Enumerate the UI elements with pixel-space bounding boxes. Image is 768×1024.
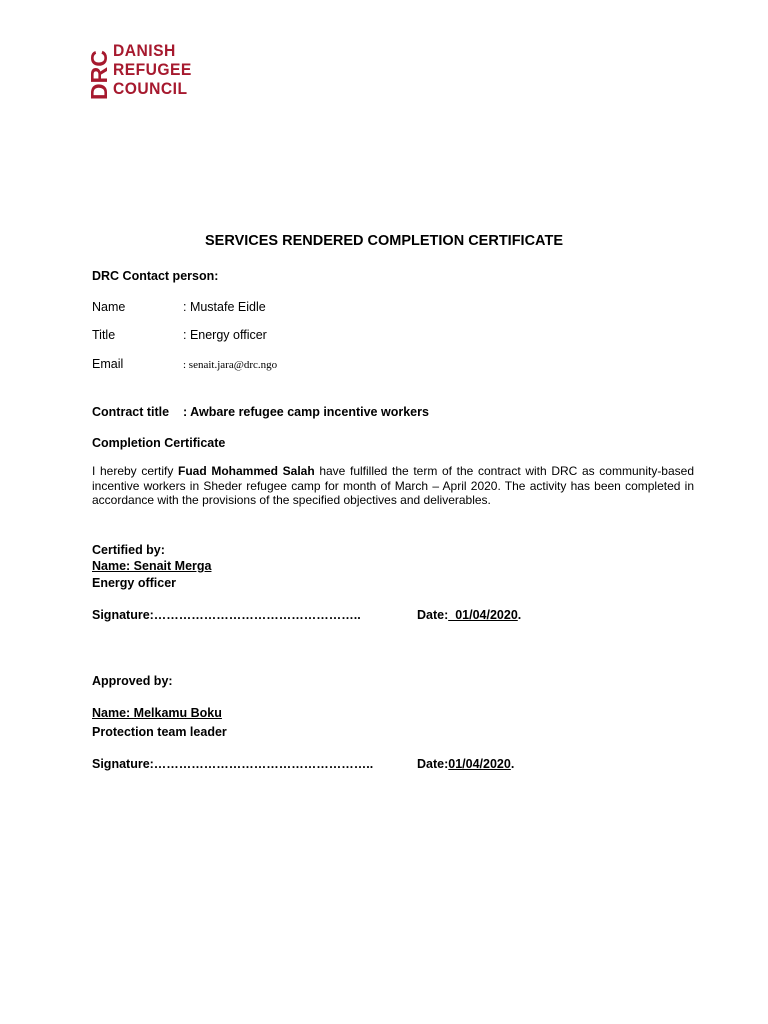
certified-role: Energy officer bbox=[92, 576, 177, 590]
approved-date-label: Date: bbox=[417, 757, 449, 771]
contact-name-value: : Mustafe Eidle bbox=[183, 300, 266, 314]
certified-date-label: Date: bbox=[417, 608, 449, 622]
document-title: SERVICES RENDERED COMPLETION CERTIFICATE bbox=[205, 233, 563, 249]
certified-signature-line: Signature:………………………………………….. bbox=[92, 608, 361, 622]
approved-role: Protection team leader bbox=[92, 725, 227, 739]
contract-title-value: : Awbare refugee camp incentive workers bbox=[183, 405, 429, 419]
approved-signature-line: Signature:…………………………………………….. bbox=[92, 757, 374, 771]
completion-text-after: have fulfilled the term of the contract with DRC as community-based incentive workers in Sheder refugee camp for month of March – April 2020. The activity has been completed in accordance with the provisions of the specified objectives and deliverables. bbox=[92, 464, 695, 507]
logo-line-refugee: REFUGEE bbox=[113, 60, 192, 79]
approved-heading: Approved by: bbox=[92, 674, 173, 688]
completion-text-before: I hereby certify bbox=[92, 464, 178, 478]
contact-title-label: Title bbox=[92, 328, 116, 342]
completion-paragraph bbox=[92, 464, 694, 508]
drc-vertical-letters bbox=[86, 42, 112, 100]
certified-heading: Certified by: bbox=[92, 543, 165, 557]
contact-title-value: : Energy officer bbox=[183, 328, 267, 342]
approved-date-end: . bbox=[510, 757, 515, 771]
approved-date bbox=[417, 757, 514, 771]
certified-person-name: Fuad Mohammed Salah bbox=[178, 464, 315, 478]
approved-name: Name: Melkamu Boku bbox=[92, 706, 222, 720]
certified-date bbox=[417, 608, 521, 622]
certified-date-end: . bbox=[517, 608, 522, 622]
approved-date-value: 01/04/2020 bbox=[448, 757, 511, 771]
contact-email-value: : senait.jara@drc.ngo bbox=[183, 359, 278, 371]
svg-text:DRC: DRC bbox=[86, 50, 112, 100]
drc-logo bbox=[86, 41, 199, 102]
contract-title-label: Contract title bbox=[92, 405, 170, 419]
logo-line-danish: DANISH bbox=[113, 41, 176, 60]
completion-heading: Completion Certificate bbox=[92, 436, 226, 450]
contact-heading: DRC Contact person: bbox=[92, 269, 219, 283]
contact-name-label: Name bbox=[92, 300, 126, 314]
logo-line-council: COUNCIL bbox=[113, 79, 188, 98]
certified-date-value: _01/04/2020 bbox=[448, 608, 518, 622]
contact-email-label: Email bbox=[92, 357, 124, 371]
certified-name: Name: Senait Merga bbox=[92, 559, 212, 573]
